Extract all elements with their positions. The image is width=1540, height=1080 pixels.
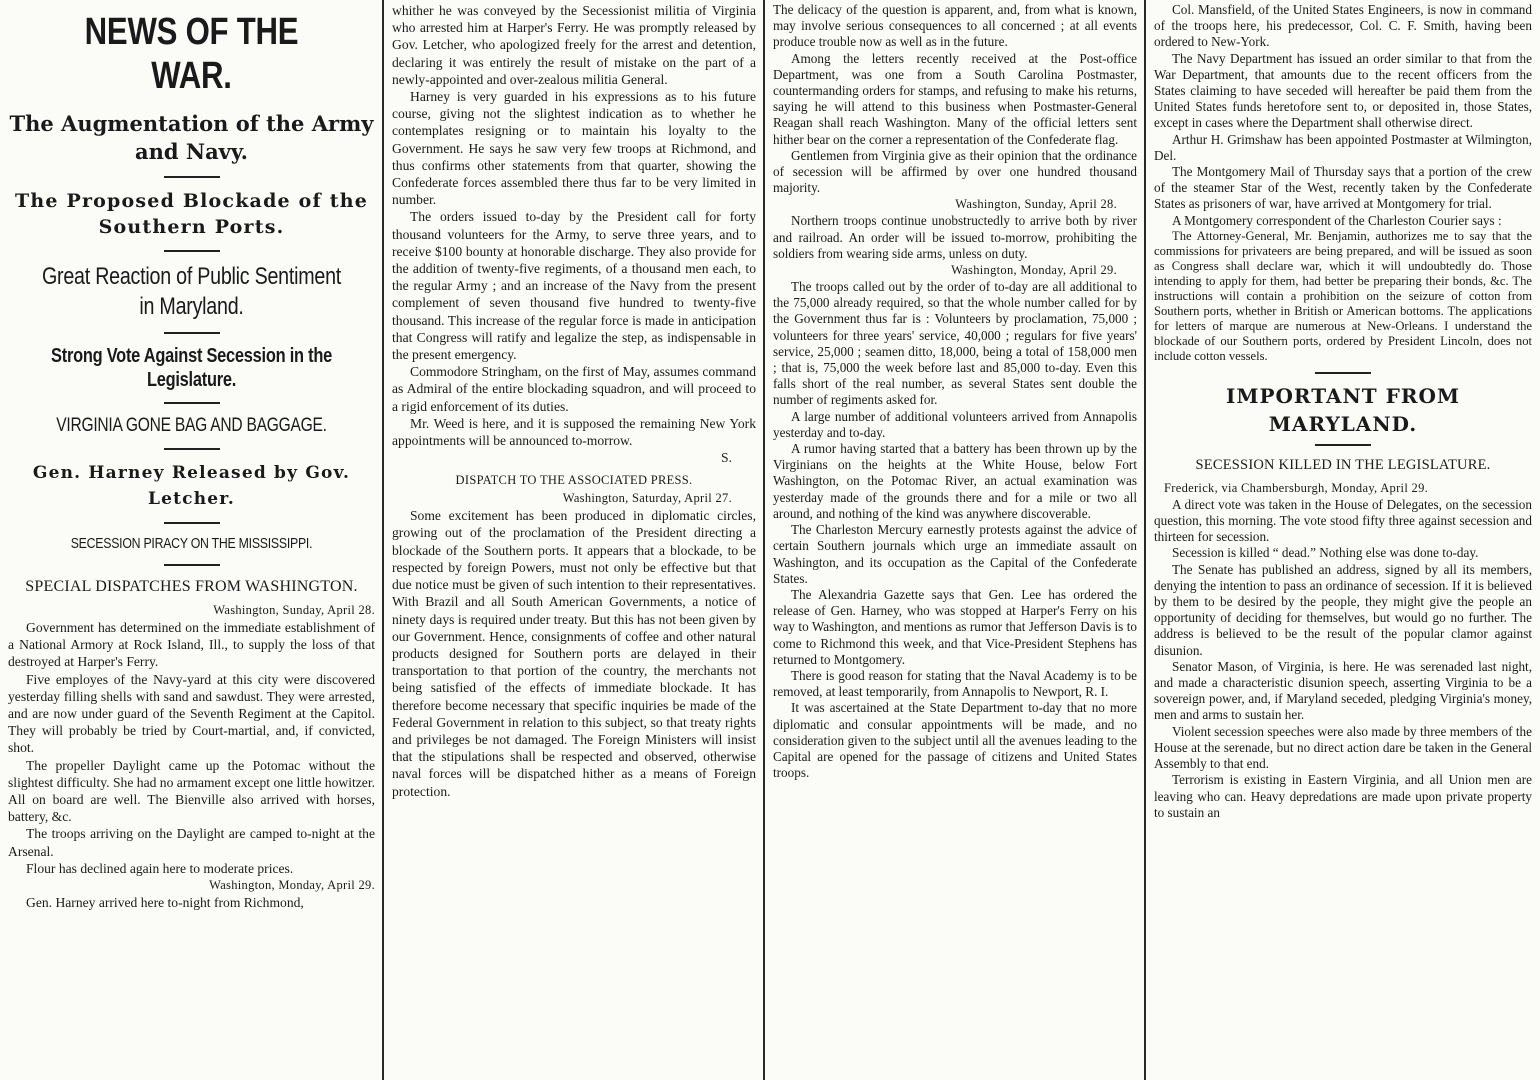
paragraph: Flour has declined again here to moderate prices. xyxy=(26,860,294,876)
page-title: NEWS OF THE WAR. xyxy=(84,11,299,97)
paragraph: The propeller Daylight came up the Potomac without the slightest difficulty. She had no armament except one little howitzer. All on board are well. The Bienville also arrived with horses, battery, &c. xyxy=(8,757,375,825)
paragraph: Some excitement has been produced in diplomatic circles, growing out of the proclamation of the President directing a blockade of the Southern ports. It appears that a blockade, to be respected by foreign Powers, must not only be effective but that due notice must be given of such intention to their representatives. With Brazil and all South American Governments, a notice of ninety days is required under treaty. But this has not been given by our Government. Hence, consignments of coffee and other natural products designed for Southern ports are delayed in their transportation to that portion of the country, the merchants not being satisfied of the effects of immediate blockade. It has therefore become necessary that specific inquiries be made of the Federal Government in relation to this subject, so that treaty rights and privileges be not damaged. The Foreign Ministers will insist that the stipulations shall be respected and observed, otherwise naval forces will be dispatched hither as a means of Foreign protection. xyxy=(392,508,756,799)
paragraph: Harney is very guarded in his expressions as to his future course, giving not the slightest indication as to whether he contemplates resigning or to maintain his loyalty to the Government. He says he saw very few troops at Richmond, and thus confirms other statements from that quarter, showing the Confederate forces assembled there thus far to be very limited in number. xyxy=(392,89,756,208)
paragraph: Col. Mansfield, of the United States Engineers, is now in command of the troops here, his predecessor, Col. C. F. Smith, having been ordered to New-York. xyxy=(1154,2,1532,50)
paragraph: It was ascertained at the State Department to-day that no more diplomatic and consular appointments will be made, and no consideration given to the subject until all the avenues leading to the Capital are opened for the passage of citizens and United States troops. xyxy=(773,700,1137,781)
paragraph: Mr. Weed is here, and it is supposed the remaining New York appointments will be announced to-morrow. xyxy=(392,415,756,449)
paragraph: Government has determined on the immediate establishment of a National Armory at Rock Island, Ill., to supply the loss of that destroyed at Harper's Ferry. xyxy=(8,620,375,670)
paragraph: Secession is killed “ dead.” Nothing else was done to-day. xyxy=(1172,545,1479,561)
divider xyxy=(164,332,220,334)
paragraph: A rumor having started that a battery has been thrown up by the Virginians on the heights at the White House, below Fort Washington, on the Potomac River, an actual examination was yesterday made of the grounds there and for a mile or two all around, and nothing of the kind was anywhere discoverable. xyxy=(773,441,1137,521)
section-heading: SPECIAL DISPATCHES FROM WASHINGTON. xyxy=(25,578,358,595)
paragraph: whither he was conveyed by the Secessionist militia of Virginia who arrested him at Harper's Ferry. He was promptly released by Gov. Letcher, who apologized freely for the arrest and detention, declaring it was entirely the result of mistake on the part of a newly-appointed and over-zealous militia General. xyxy=(392,3,756,87)
column-1 xyxy=(0,0,383,1080)
paragraph: The orders issued to-day by the President call for forty thousand volunteers for the Army, to serve three years, and to receive $100 bounty at honorable discharge. They also provide for the addition of twenty-five regiments, of a thousand men each, to the regular Army ; and an increase of the Navy from the present complement of seven thousand five hundred to twenty-five thousand. This increase of the regular force is made in anticipation that Congress will ratify and legalize the step, as indispensable in the present emergency. xyxy=(392,209,756,363)
headline: The Proposed Blockade of the Southern Ports. xyxy=(15,190,368,238)
dateline: Washington, Monday, April 29. xyxy=(209,878,375,893)
headline: Gen. Harney Released by Gov. Letcher. xyxy=(32,463,351,509)
divider xyxy=(164,448,220,450)
paragraph: The Montgomery Mail of Thursday says that a portion of the crew of the steamer Star of the West, recently taken by the Confederate States as prisoners of war, have arrived at Montgomery for trial. xyxy=(1154,164,1532,212)
divider xyxy=(164,564,220,566)
paragraph: Arthur H. Grimshaw has been appointed Postmaster at Wilmington, Del. xyxy=(1154,131,1532,163)
paragraph: Gen. Harney arrived here to-night from Richmond, xyxy=(26,895,304,911)
paragraph: The Navy Department has issued an order similar to that from the War Department, that amounts due to the recent officers from the States claiming to have seceded will hereafter be paid them from the United States funds heretofore sent to, or deposited in, those States, except in cases where the Department shall otherwise direct. xyxy=(1154,50,1532,131)
paragraph: The troops arriving on the Daylight are camped to-night at the Arsenal. xyxy=(8,826,375,859)
headline: VIRGINIA GONE BAG AND BAGGAGE. xyxy=(56,415,327,436)
column-4 xyxy=(1146,0,1540,1080)
paragraph: The delicacy of the question is apparent, and, from what is known, may involve serious consequences to all concerned ; at all events produce trouble now as well as in the future. xyxy=(773,2,1137,50)
dateline: Washington, Saturday, April 27. xyxy=(562,491,732,506)
signature: S. xyxy=(721,450,732,466)
headline: Strong Vote Against Secession in the Legislature. xyxy=(51,345,332,391)
paragraph: The Charleston Mercury earnestly protests against the advice of certain Southern journals which urge an immediate assault on Washington, and its occupation as the Capital of the Confederate States. xyxy=(773,522,1137,586)
dateline: Frederick, via Chambersburgh, Monday, April 29. xyxy=(1164,480,1429,495)
divider xyxy=(1315,444,1371,446)
paragraph: Among the letters recently received at the Post-office Department, was one from a South Carolina Postmaster, countermanding orders for stamps, and refusing to make his returns, saying he will attend to this business when Postmaster-General Reagan shall reach Washington. Many of the official letters sent hither bear on the corner a representation of the Confederate flag. xyxy=(773,50,1137,147)
paragraph: Gentlemen from Virginia give as their opinion that the ordinance of secession will be affirmed by over one hundred thousand majority. xyxy=(773,147,1137,196)
divider xyxy=(164,402,220,404)
paragraph: The troops called out by the order of to-day are all additional to the 75,000 already required, so that the whole number called for by the Government thus far is : Volunteers by proclamation, 75,000 ; volunteers for three years' service, 40,000 ; regulars for five years' service, 25,000 ; seamen ditto, 18,000, being a total of 158,000 men ; that is, 75,000 the week before last and 85,000 to-day. Even this falls short of the real number, as several States sent double the number of regiments asked for. xyxy=(773,279,1137,408)
paragraph: Violent secession speeches were also made by three members of the House at the serenade, but no direct action dare be taken in the General Assembly to that end. xyxy=(1154,723,1532,772)
headline: The Augmentation of the Army and Navy. xyxy=(9,111,374,164)
column-3 xyxy=(765,0,1145,1080)
paragraph: The Alexandria Gazette says that Gen. Lee has ordered the release of Gen. Harney, who was stopped at Harper's Ferry on his way to Washington, and mentions as rumor that Jefferson Davis is to come to Richmond this week, and that Vice-President Stephens has returned to Montgomery. xyxy=(773,586,1137,667)
section-heading: DISPATCH TO THE ASSOCIATED PRESS. xyxy=(455,473,693,488)
paragraph: There is good reason for stating that the Naval Academy is to be removed, at least temporarily, from Annapolis to Newport, R. I. xyxy=(773,667,1137,700)
paragraph: Terrorism is existing in Eastern Virginia, and all Union men are leaving who can. Heavy depredations are made upon private property to sustain an xyxy=(1154,772,1532,820)
paragraph: The Senate has published an address, signed by all its members, denying the intention to pass an ordinance of secession. If it is believed by them to be desired by the people, they might give the people an opportunity of deciding for themselves, but would go no further. The address is believed to be the result of the popular clamor against disunion. xyxy=(1154,561,1532,658)
dateline: Washington, Sunday, April 28. xyxy=(955,197,1117,212)
paragraph: A direct vote was taken in the House of Delegates, on the secession question, this morning. The vote stood fifty three against secession and thirteen for secession. xyxy=(1154,496,1532,545)
paragraph: Five employes of the Navy-yard at this city were discovered yesterday filling shells with sand and sawdust. They were arrested, and are now under guard of the Seventh Regiment at the Capitol. They will probably be tried by Court-martial, and, if convicted, shot. xyxy=(8,671,375,756)
paragraph: Senator Mason, of Virginia, is here. He was serenaded last night, and made a characteristic disunion speech, asserting Virginia to be a sovereign power, and, if Maryland seceded, pledging Virginia's money, men and arms to sustain her. xyxy=(1154,658,1532,723)
paragraph: Commodore Stringham, on the first of May, assumes command as Admiral of the entire blockading squadron, and will proceed to a rigid enforcement of its duties. xyxy=(392,364,756,414)
headline: IMPORTANT FROM MARYLAND. xyxy=(1225,383,1461,436)
dateline: Washington, Monday, April 29. xyxy=(951,263,1117,278)
headline: SECESSION PIRACY ON THE MISSISSIPPI. xyxy=(70,535,313,552)
divider xyxy=(1315,372,1371,374)
divider xyxy=(164,522,220,524)
paragraph: Northern troops continue unobstructedly to arrive both by river and railroad. An order will be issued to-morrow, prohibiting the soldiers from wearing side arms, unless on duty. xyxy=(773,213,1137,261)
section-heading: SECESSION KILLED IN THE LEGISLATURE. xyxy=(1195,456,1491,473)
column-2 xyxy=(384,0,764,1080)
paragraph: A large number of additional volunteers arrived from Annapolis yesterday and to-day. xyxy=(773,408,1137,440)
divider xyxy=(164,176,220,178)
paragraph: A Montgomery correspondent of the Charleston Courier says : xyxy=(1172,212,1502,228)
paragraph: The Attorney-General, Mr. Benjamin, authorizes me to say that the commissions for privateers are being prepared, and will be issued as soon as Congress shall declare war, which it will undoubtedly do. Those intending to apply for them, had better be preparing their bonds, &c. The instructions will contain a prohibition on the seizure of cotton from Southern ports, whether in British or American bottoms. The applications for letters of marque are numerous at New-Orleans. I understand the blockade of our Southern ports, ordered by President Lincoln, does not include cotton vessels. xyxy=(1154,228,1532,363)
divider xyxy=(164,250,220,252)
dateline: Washington, Sunday, April 28. xyxy=(213,603,375,617)
headline: Great Reaction of Public Sentiment in Maryland. xyxy=(41,263,342,320)
